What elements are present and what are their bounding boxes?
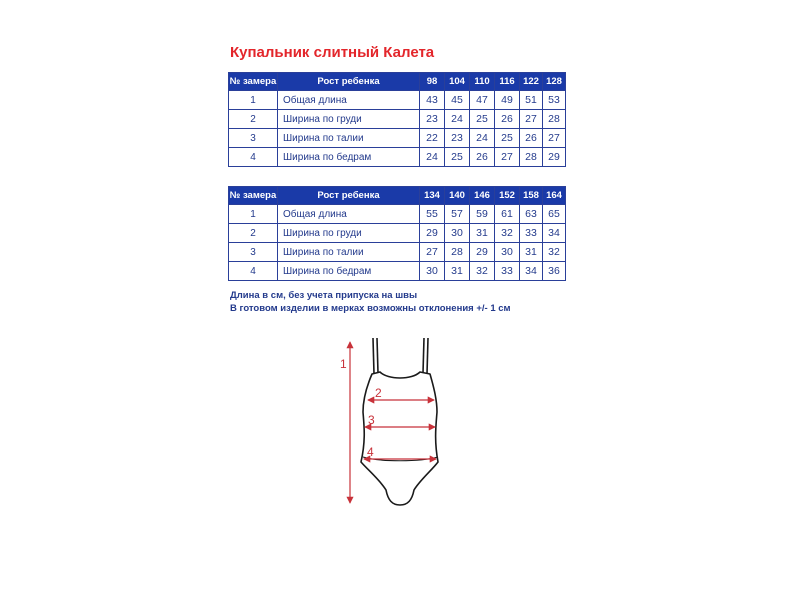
- measure-value: 24: [470, 129, 495, 148]
- measure-value: 57: [445, 205, 470, 224]
- table-row: [229, 129, 566, 148]
- measure-num: 2: [229, 224, 278, 243]
- measure-num: 4: [229, 262, 278, 281]
- measure-value: 22: [420, 129, 445, 148]
- height-col: 104: [445, 73, 470, 91]
- measure-label-4: 4: [367, 445, 374, 459]
- note-tolerance: В готовом изделии в мерках возможны отклонения +/- 1 см: [230, 303, 511, 314]
- measure-value: 47: [470, 91, 495, 110]
- measure-label-1: 1: [340, 357, 347, 371]
- measure-num: 3: [229, 243, 278, 262]
- measure-label-3: 3: [368, 413, 375, 427]
- measure-value: 29: [420, 224, 445, 243]
- measure-value: 25: [470, 110, 495, 129]
- measure-value: 32: [470, 262, 495, 281]
- height-col: 164: [543, 187, 566, 205]
- height-col: 134: [420, 187, 445, 205]
- note-units: Длина в см, без учета припуска на швы: [230, 290, 418, 301]
- height-col: 152: [495, 187, 520, 205]
- height-col: 122: [520, 73, 543, 91]
- measure-value: 27: [420, 243, 445, 262]
- size-table-2: [228, 186, 566, 281]
- measure-value: 29: [543, 148, 566, 167]
- height-col: 116: [495, 73, 520, 91]
- measure-num: 4: [229, 148, 278, 167]
- measure-value: 30: [495, 243, 520, 262]
- measure-value: 27: [495, 148, 520, 167]
- measure-value: 65: [543, 205, 566, 224]
- measure-value: 33: [495, 262, 520, 281]
- measure-value: 30: [445, 224, 470, 243]
- header-num: № замера: [229, 73, 278, 91]
- table-row: [229, 243, 566, 262]
- measure-value: 36: [543, 262, 566, 281]
- measure-value: 34: [520, 262, 543, 281]
- measure-value: 31: [520, 243, 543, 262]
- measure-value: 33: [520, 224, 543, 243]
- header-height: Рост ребенка: [278, 187, 420, 205]
- table-row: [229, 148, 566, 167]
- measure-value: 25: [495, 129, 520, 148]
- header-num: № замера: [229, 187, 278, 205]
- measure-value: 27: [520, 110, 543, 129]
- measure-value: 28: [520, 148, 543, 167]
- measure-value: 32: [495, 224, 520, 243]
- measure-value: 31: [470, 224, 495, 243]
- measure-num: 2: [229, 110, 278, 129]
- measure-name: Ширина по талии: [278, 243, 420, 262]
- height-col: 140: [445, 187, 470, 205]
- measure-value: 43: [420, 91, 445, 110]
- table-row: [229, 224, 566, 243]
- measure-value: 26: [495, 110, 520, 129]
- measure-value: 51: [520, 91, 543, 110]
- measure-value: 28: [445, 243, 470, 262]
- swimsuit-diagram: [330, 330, 470, 515]
- measure-value: 24: [445, 110, 470, 129]
- measure-num: 1: [229, 91, 278, 110]
- header-height: Рост ребенка: [278, 73, 420, 91]
- height-col: 158: [520, 187, 543, 205]
- measure-value: 32: [543, 243, 566, 262]
- table-header-row: [229, 187, 566, 205]
- measure-value: 53: [543, 91, 566, 110]
- height-col: 146: [470, 187, 495, 205]
- measure-value: 27: [543, 129, 566, 148]
- height-col: 110: [470, 73, 495, 91]
- measure-label-2: 2: [375, 386, 382, 400]
- measure-value: 59: [470, 205, 495, 224]
- measure-value: 55: [420, 205, 445, 224]
- measure-value: 23: [420, 110, 445, 129]
- measure-value: 63: [520, 205, 543, 224]
- measure-name: Ширина по бедрам: [278, 148, 420, 167]
- table-row: [229, 262, 566, 281]
- measure-num: 3: [229, 129, 278, 148]
- measure-name: Общая длина: [278, 205, 420, 224]
- measure-value: 31: [445, 262, 470, 281]
- measure-name: Общая длина: [278, 91, 420, 110]
- measure-value: 45: [445, 91, 470, 110]
- size-table-1: [228, 72, 566, 167]
- table-header-row: [229, 73, 566, 91]
- measure-value: 30: [420, 262, 445, 281]
- page-title: Купальник слитный Калета: [230, 44, 435, 61]
- measure-num: 1: [229, 205, 278, 224]
- measure-value: 26: [470, 148, 495, 167]
- measure-name: Ширина по груди: [278, 224, 420, 243]
- measure-value: 23: [445, 129, 470, 148]
- measure-value: 25: [445, 148, 470, 167]
- measure-name: Ширина по груди: [278, 110, 420, 129]
- table-row: [229, 110, 566, 129]
- measure-value: 29: [470, 243, 495, 262]
- measure-value: 49: [495, 91, 520, 110]
- height-col: 98: [420, 73, 445, 91]
- height-col: 128: [543, 73, 566, 91]
- measure-value: 61: [495, 205, 520, 224]
- measure-value: 24: [420, 148, 445, 167]
- measure-name: Ширина по бедрам: [278, 262, 420, 281]
- table-row: [229, 91, 566, 110]
- measure-value: 28: [543, 110, 566, 129]
- measure-value: 26: [520, 129, 543, 148]
- measure-name: Ширина по талии: [278, 129, 420, 148]
- table-row: [229, 205, 566, 224]
- measure-value: 34: [543, 224, 566, 243]
